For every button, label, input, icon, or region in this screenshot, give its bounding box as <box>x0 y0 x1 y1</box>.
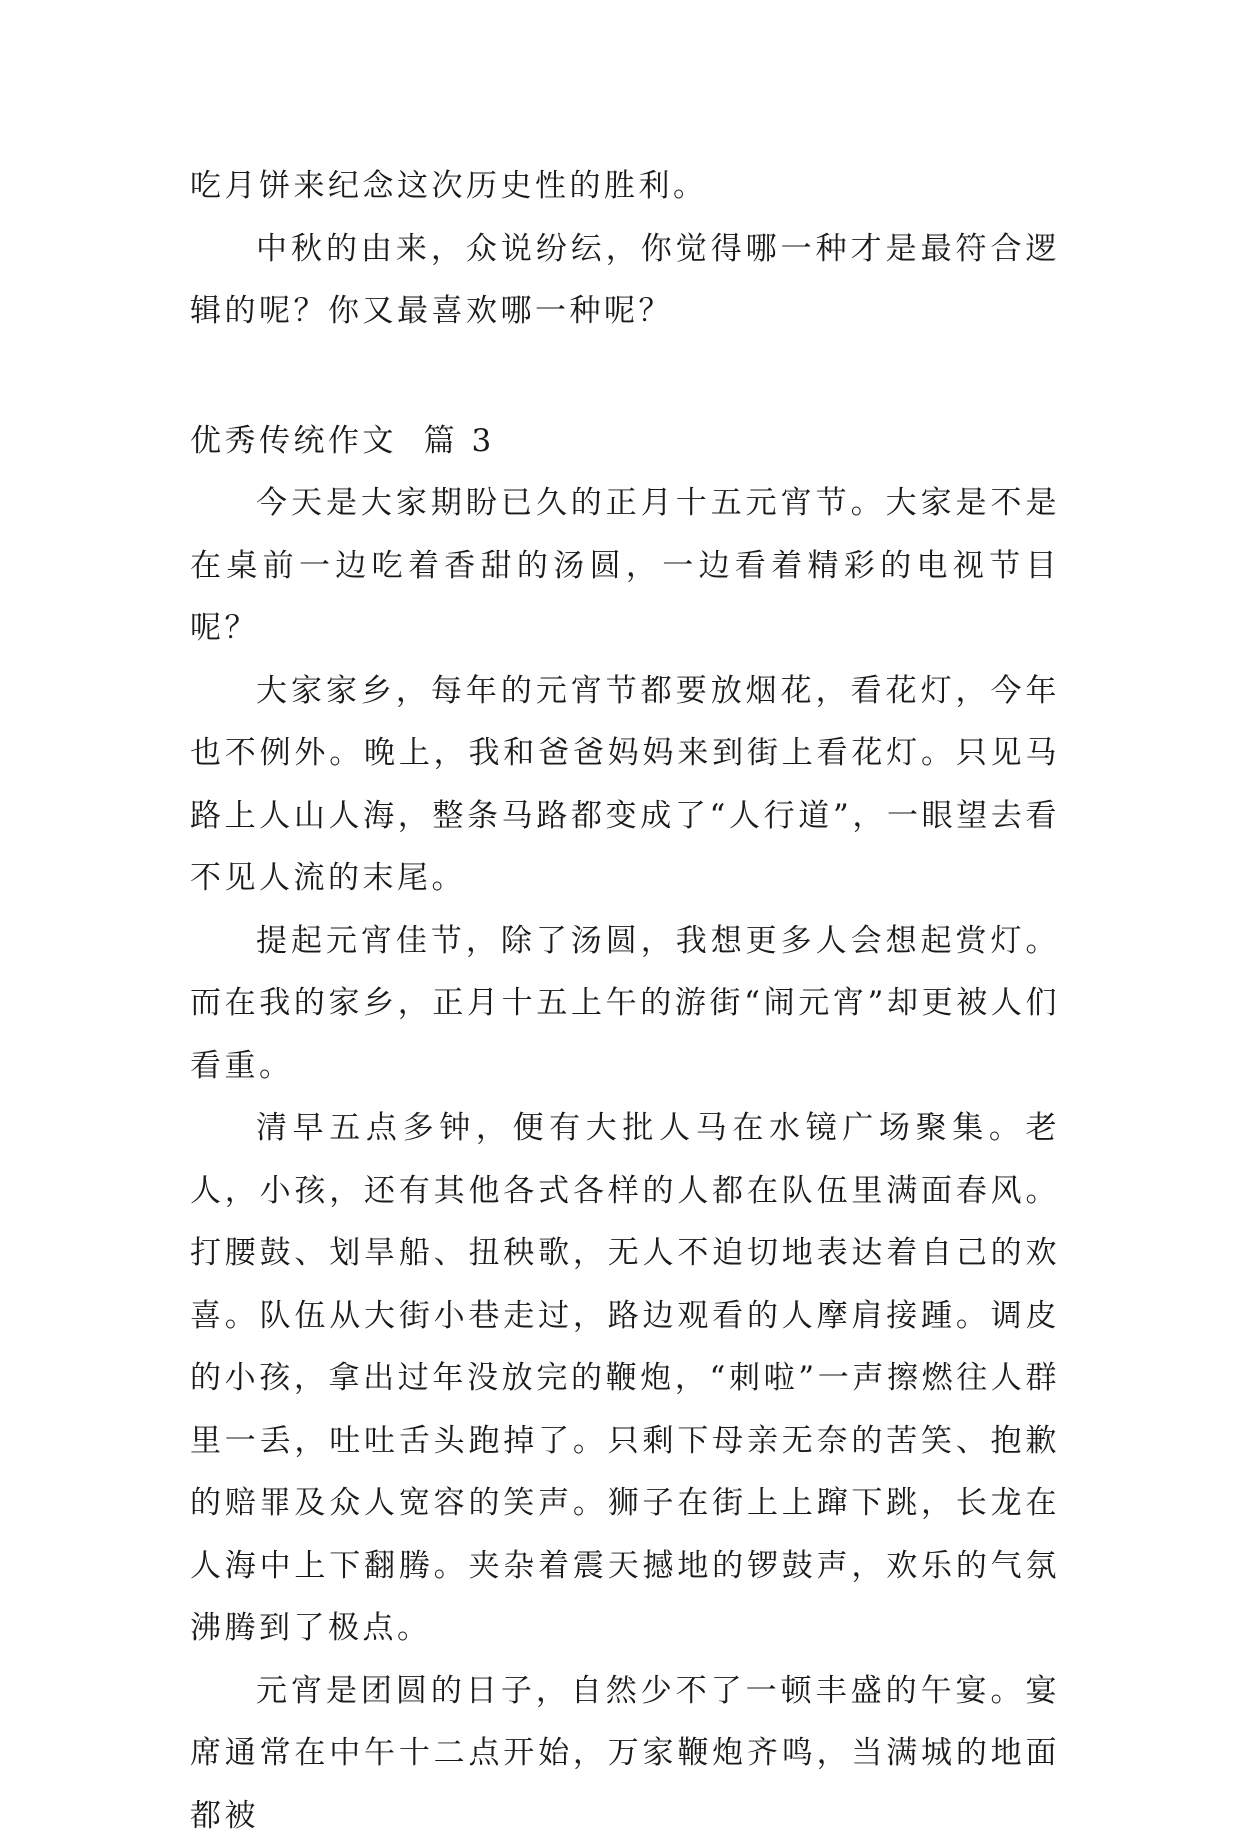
paragraph-hometown-lanterns: 大家家乡，每年的元宵节都要放烟花，看花灯，今年也不例外。晚上，我和爸爸妈妈来到街上看花灯。只见马路上人山人海，整条马路都变成了“人行道”，一眼望去看不见人流的末尾。 <box>190 660 1060 910</box>
paragraph-continuation: 吃月饼来纪念这次历史性的胜利。 <box>190 155 1060 218</box>
paragraph-parade-description: 清早五点多钟，便有大批人马在水镜广场聚集。老人，小孩，还有其他各式各样的人都在队伍里满面春风。打腰鼓、划旱船、扭秧歌，无人不迫切地表达着自己的欢喜。队伍从大街小巷走过，路边观看的人摩肩接踵。调皮的小孩，拿出过年没放完的鞭炮，“刺啦”一声擦燃往人群里一丢，吐吐舌头跑掉了。只剩下母亲无奈的苦笑、抱歉的赔罪及众人宽容的笑声。狮子在街上上蹿下跳，长龙在人海中上下翻腾。夹杂着震天撼地的锣鼓声，欢乐的气氛沸腾到了极点。 <box>190 1097 1060 1660</box>
paragraph-lantern-festival-intro: 今天是大家期盼已久的正月十五元宵节。大家是不是在桌前一边吃着香甜的汤圆，一边看着精彩的电视节目呢？ <box>190 472 1060 660</box>
paragraph-reunion-feast: 元宵是团圆的日子，自然少不了一顿丰盛的午宴。宴席通常在中午十二点开始，万家鞭炮齐鸣，当满城的地面都被 <box>190 1660 1060 1847</box>
paragraph-parade-intro: 提起元宵佳节，除了汤圆，我想更多人会想起赏灯。而在我的家乡，正月十五上午的游街“闹元宵”却更被人们看重。 <box>190 910 1060 1098</box>
section-title: 优秀传统作文 篇 3 <box>190 410 1060 473</box>
paragraph-mid-autumn-question: 中秋的由来，众说纷纭，你觉得哪一种才是最符合逻辑的呢？你又最喜欢哪一种呢？ <box>190 218 1060 343</box>
section-spacer <box>190 343 1060 410</box>
document-body <box>190 155 1060 1847</box>
